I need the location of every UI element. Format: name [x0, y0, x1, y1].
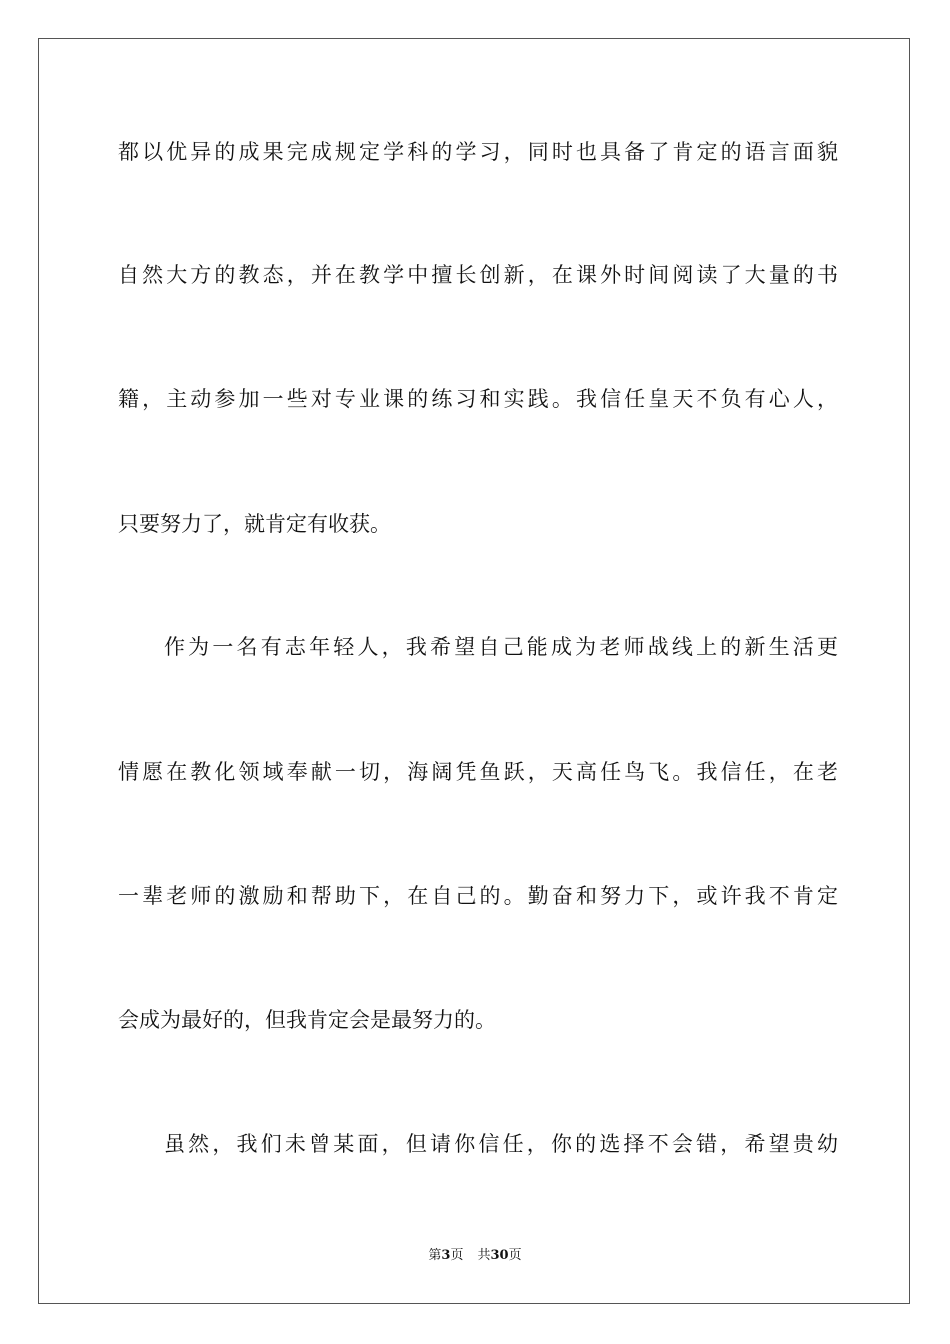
- body-line-9: 虽然，我们未曾某面，但请你信任，你的选择不会错，希望贵幼: [164, 1132, 838, 1156]
- body-line-2: 自然大方的教态，并在教学中擅长创新，在课外时间阅读了大量的书: [118, 263, 838, 287]
- footer-page-number: 3: [441, 1248, 451, 1263]
- body-line-6: 情愿在教化领域奉献一切，海阔凭鱼跃，天高任鸟飞。我信任，在老: [118, 760, 838, 784]
- body-line-7: 一辈老师的激励和帮助下，在自己的。勤奋和努力下，或许我不肯定: [118, 884, 838, 908]
- page-footer: [0, 1246, 950, 1266]
- page-border: [38, 38, 910, 1304]
- footer-total-prefix: 共: [477, 1248, 491, 1263]
- body-line-1: 都以优异的成果完成规定学科的学习，同时也具备了肯定的语言面貌: [118, 140, 838, 164]
- footer-total-number: 30: [490, 1248, 509, 1263]
- body-line-3: 籍，主动参加一些对专业课的练习和实践。我信任皇天不负有心人，: [118, 387, 838, 411]
- body-line-4: 只要努力了，就肯定有收获。: [118, 512, 391, 536]
- body-line-8: 会成为最好的，但我肯定会是最努力的。: [118, 1008, 496, 1032]
- body-line-5: 作为一名有志年轻人，我希望自己能成为老师战线上的新生活更: [164, 635, 838, 659]
- footer-total-suffix: 页: [508, 1248, 522, 1263]
- footer-page-suffix: 页: [450, 1248, 464, 1263]
- footer-page-prefix: 第: [428, 1248, 442, 1263]
